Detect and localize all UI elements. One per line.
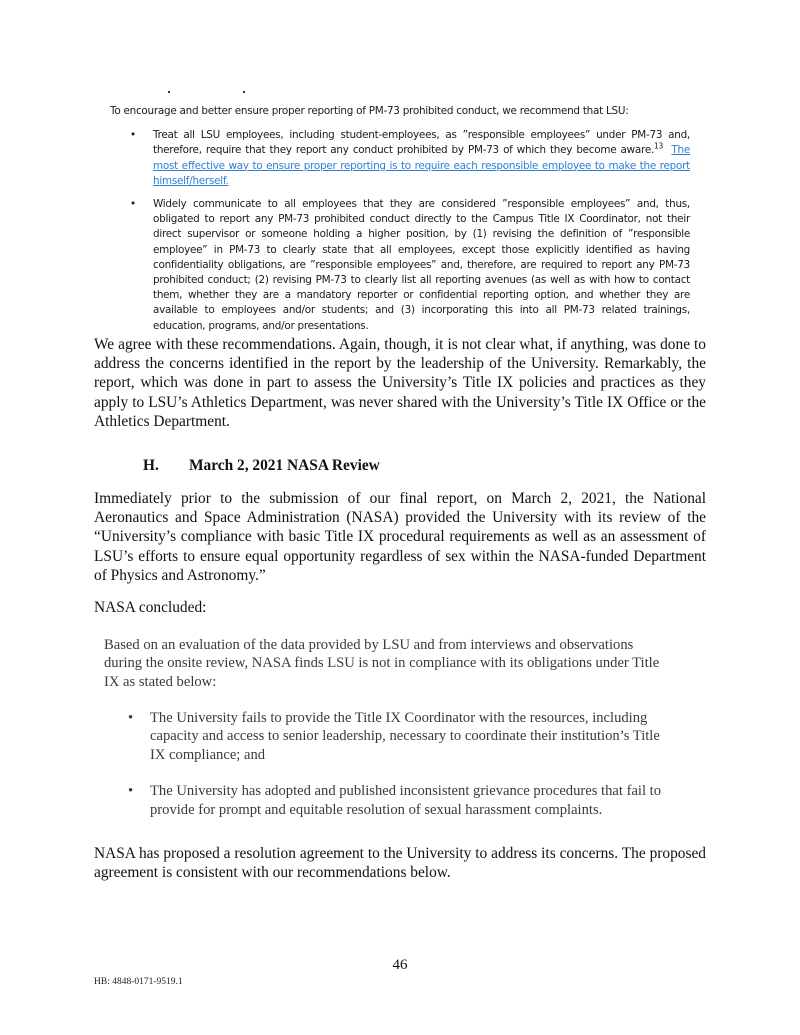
nasa-finding (104, 782, 674, 819)
stray-dot (243, 91, 245, 93)
nasa-findings-list (104, 709, 674, 837)
nasa-quote-intro: Based on an evaluation of the data provided by LSU and from interviews and observations during the onsite review, NASA finds LSU is not in compliance with its obligations under Title IX as stated below: (104, 637, 660, 690)
bullet-icon: • (128, 783, 134, 800)
recommendation-list (110, 128, 690, 334)
recommendation-item (110, 128, 690, 189)
residual-marks (168, 91, 268, 94)
nasa-finding (104, 709, 674, 764)
stray-dot (168, 91, 170, 93)
finding-text: The University has adopted and published inconsistent grievance procedures that fail to provide for prompt and equitable resolution of sexual harassment complaints. (150, 783, 662, 818)
recommendation-text: Treat all LSU employees, including student-employees, as ”responsible employees” under PM-73 and, therefore, require that they report any conduct prohibited by PM-73 of which they become aware. (153, 129, 690, 157)
recommendation-item (110, 197, 690, 334)
bullet-icon: • (128, 710, 134, 726)
paragraph-immediately: Immediately prior to the submission of our final report, on March 2, 2021, the National Aeronautics and Space Administration (NASA) provided the University with its review of the “University’s compliance with basic Title IX procedural requirements as well as an assessment of LSU’s efforts to ensure equal opportunity regardless of sex within the NASA-funded Department of Physics and Astronomy.” (94, 490, 706, 584)
bullet-icon: • (130, 198, 136, 211)
footnote-ref[interactable]: 13 (654, 141, 664, 151)
section-number: H. (143, 457, 159, 474)
finding-text: The University fails to provide the Title IX Coordinator with the resources, including capacity and access to senior leadership, necessary to coordinate their institution’s Title IX compliance; and (150, 710, 660, 763)
recommendation-link[interactable]: The most effective way to ensure proper reporting is to require each responsible employee to make the report himself/herself. (153, 144, 690, 187)
paragraph-concluded: NASA concluded: (94, 599, 207, 616)
document-id: HB: 4848-0171-9519.1 (94, 977, 183, 987)
page-number: 46 (392, 957, 408, 973)
paragraph-agree: We agree with these recommendations. Again, though, it is not clear what, if anything, was done to address the concerns identified in the report by the leadership of the University. Remarkably, the report, which was done in part to assess the University’s Title IX policies and practices as they apply to LSU’s Athletics Department, was never shared with the University’s Title IX Office or the Athletics Department. (94, 336, 706, 430)
excerpt-intro: To encourage and better ensure proper reporting of PM-73 prohibited conduct, we recommend that LSU: (110, 105, 629, 117)
recommendation-text: Widely communicate to all employees that they are considered ”responsible employees” and, thus, obligated to report any PM-73 prohibited conduct directly to the Campus Title IX Coordinator, not their direct supervisor or someone holding a higher position, by (1) revising the definition of ”responsible employee” in PM-73 to clearly state that all employees, except those explicitly identified as having confidentiality obligations, are ”responsible employees” and, therefore, are required to report any PM-73 prohibited conduct; (2) revising PM-73 to clearly list all reporting avenues (as well as with how to contact them, whether they are a mandatory reporter or confidential reporting option, and whether they are available to employees and/or students; and (3) incorporating this into all PM-73 related trainings, education, programs, and/or presentations. (153, 198, 690, 332)
embedded-report-excerpt (110, 104, 690, 342)
section-heading (143, 457, 380, 475)
paragraph-proposed: NASA has proposed a resolution agreement to the University to address its concerns. The proposed agreement is consistent with our recommendations below. (94, 845, 706, 882)
bullet-icon: • (130, 129, 136, 142)
section-title: March 2, 2021 NASA Review (189, 457, 380, 474)
